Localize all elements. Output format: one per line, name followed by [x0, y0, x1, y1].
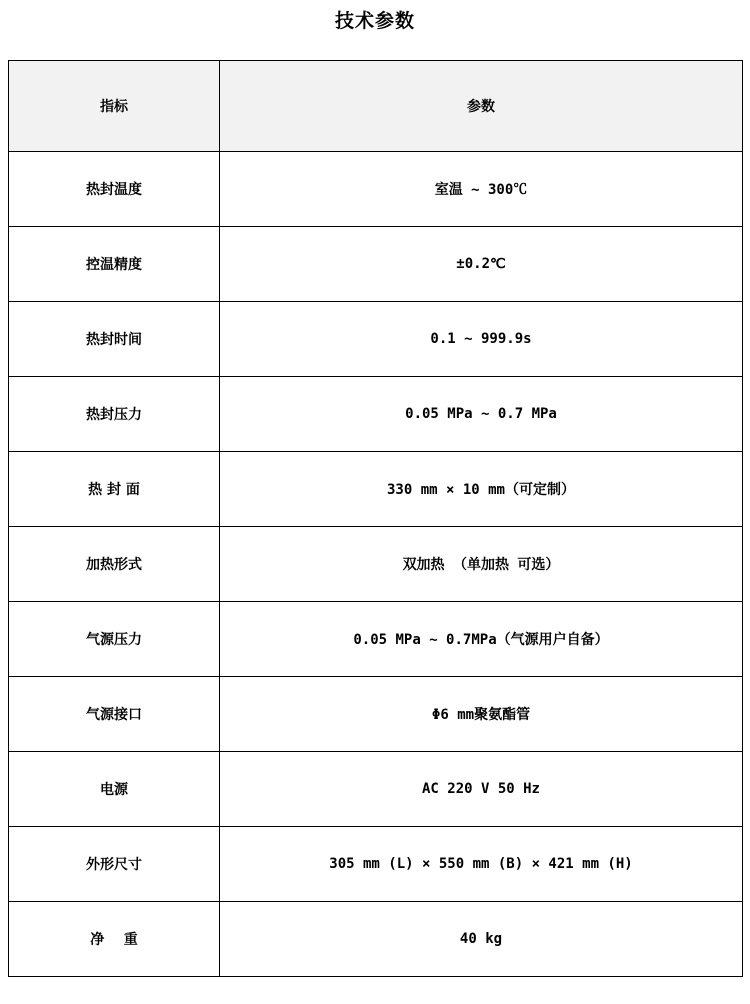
- table-row: [9, 827, 743, 902]
- table-row: [9, 677, 743, 752]
- row-value: 40 kg: [220, 902, 743, 977]
- row-label: 热 封 面: [9, 452, 220, 527]
- table-row: [9, 602, 743, 677]
- row-value: 双加热 （单加热 可选）: [220, 527, 743, 602]
- row-value: 305 mm (L) × 550 mm (B) × 421 mm (H): [220, 827, 743, 902]
- table-row: [9, 152, 743, 227]
- row-label: 热封温度: [9, 152, 220, 227]
- row-label: 加热形式: [9, 527, 220, 602]
- table-header-row: [9, 61, 743, 152]
- row-label: 热封时间: [9, 302, 220, 377]
- table-row: [9, 227, 743, 302]
- row-value: AC 220 V 50 Hz: [220, 752, 743, 827]
- row-label: 气源接口: [9, 677, 220, 752]
- table-row: [9, 902, 743, 977]
- row-value: 0.05 MPa ~ 0.7 MPa: [220, 377, 743, 452]
- spec-table: [8, 60, 743, 977]
- row-label: 控温精度: [9, 227, 220, 302]
- row-label: 外形尺寸: [9, 827, 220, 902]
- table-row: [9, 302, 743, 377]
- header-parameter: 参数: [220, 61, 743, 152]
- row-value: ±0.2℃: [220, 227, 743, 302]
- row-value: 330 mm × 10 mm（可定制）: [220, 452, 743, 527]
- row-label: 热封压力: [9, 377, 220, 452]
- header-indicator: 指标: [9, 61, 220, 152]
- row-value: 0.05 MPa ~ 0.7MPa（气源用户自备）: [220, 602, 743, 677]
- table-row: [9, 452, 743, 527]
- page-title: 技术参数: [334, 10, 415, 32]
- row-label: 气源压力: [9, 602, 220, 677]
- row-value: 0.1 ~ 999.9s: [220, 302, 743, 377]
- row-value: 室温 ~ 300℃: [220, 152, 743, 227]
- table-row: [9, 752, 743, 827]
- table-row: [9, 527, 743, 602]
- table-row: [9, 377, 743, 452]
- row-label: 净 重: [9, 902, 220, 977]
- row-label: 电源: [9, 752, 220, 827]
- row-value: Φ6 mm聚氨酯管: [220, 677, 743, 752]
